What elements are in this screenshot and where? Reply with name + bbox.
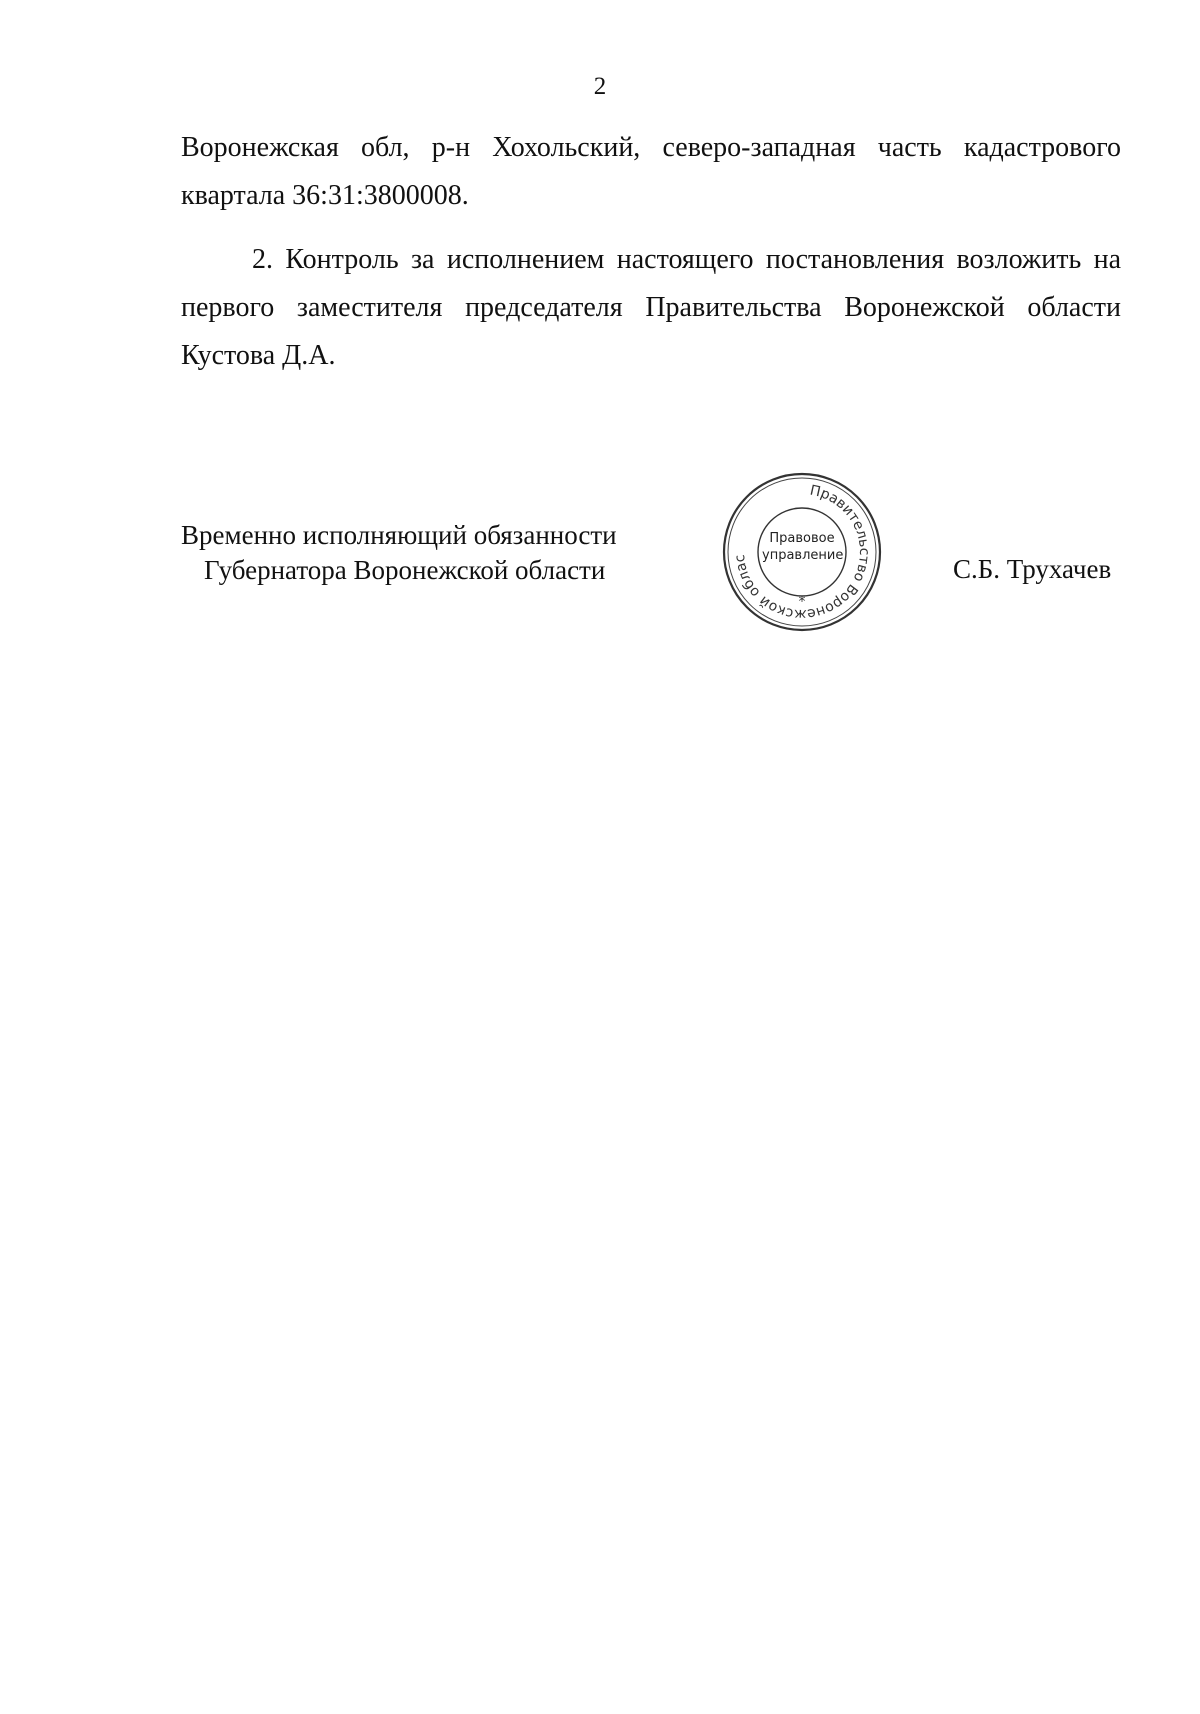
position-line-1: Временно исполняющий обязанности [181,520,617,550]
seal-center-text [762,530,842,564]
page-number: 2 [593,73,607,100]
document-body [181,124,1121,380]
text-line: квартала 36:31:3800008. [181,180,469,211]
text-line: 2. Контроль за исполнением настоящего постановления возложить на [252,244,1121,275]
seal-center-line-1: Правовое [769,531,835,546]
seal-star: * [798,594,806,610]
seal-center-line-2: управление [762,548,844,563]
official-seal [720,470,884,634]
signatory-position [181,518,617,588]
paragraph-address [181,124,1121,220]
paragraph-control [181,236,1121,380]
text-line: Кустова Д.А. [181,340,336,371]
position-line-2: Губернатора Воронежской области [204,555,606,585]
signer-name: С.Б. Трухачев [953,554,1112,584]
seal-ring-textpath: Правительство Воронежской облас [731,482,873,623]
text-line: первого заместителя председателя Правительства Воронежской области [181,292,1121,323]
text-line: Воронежская обл, р-н Хохольский, северо-западная часть кадастрового [181,132,1121,163]
